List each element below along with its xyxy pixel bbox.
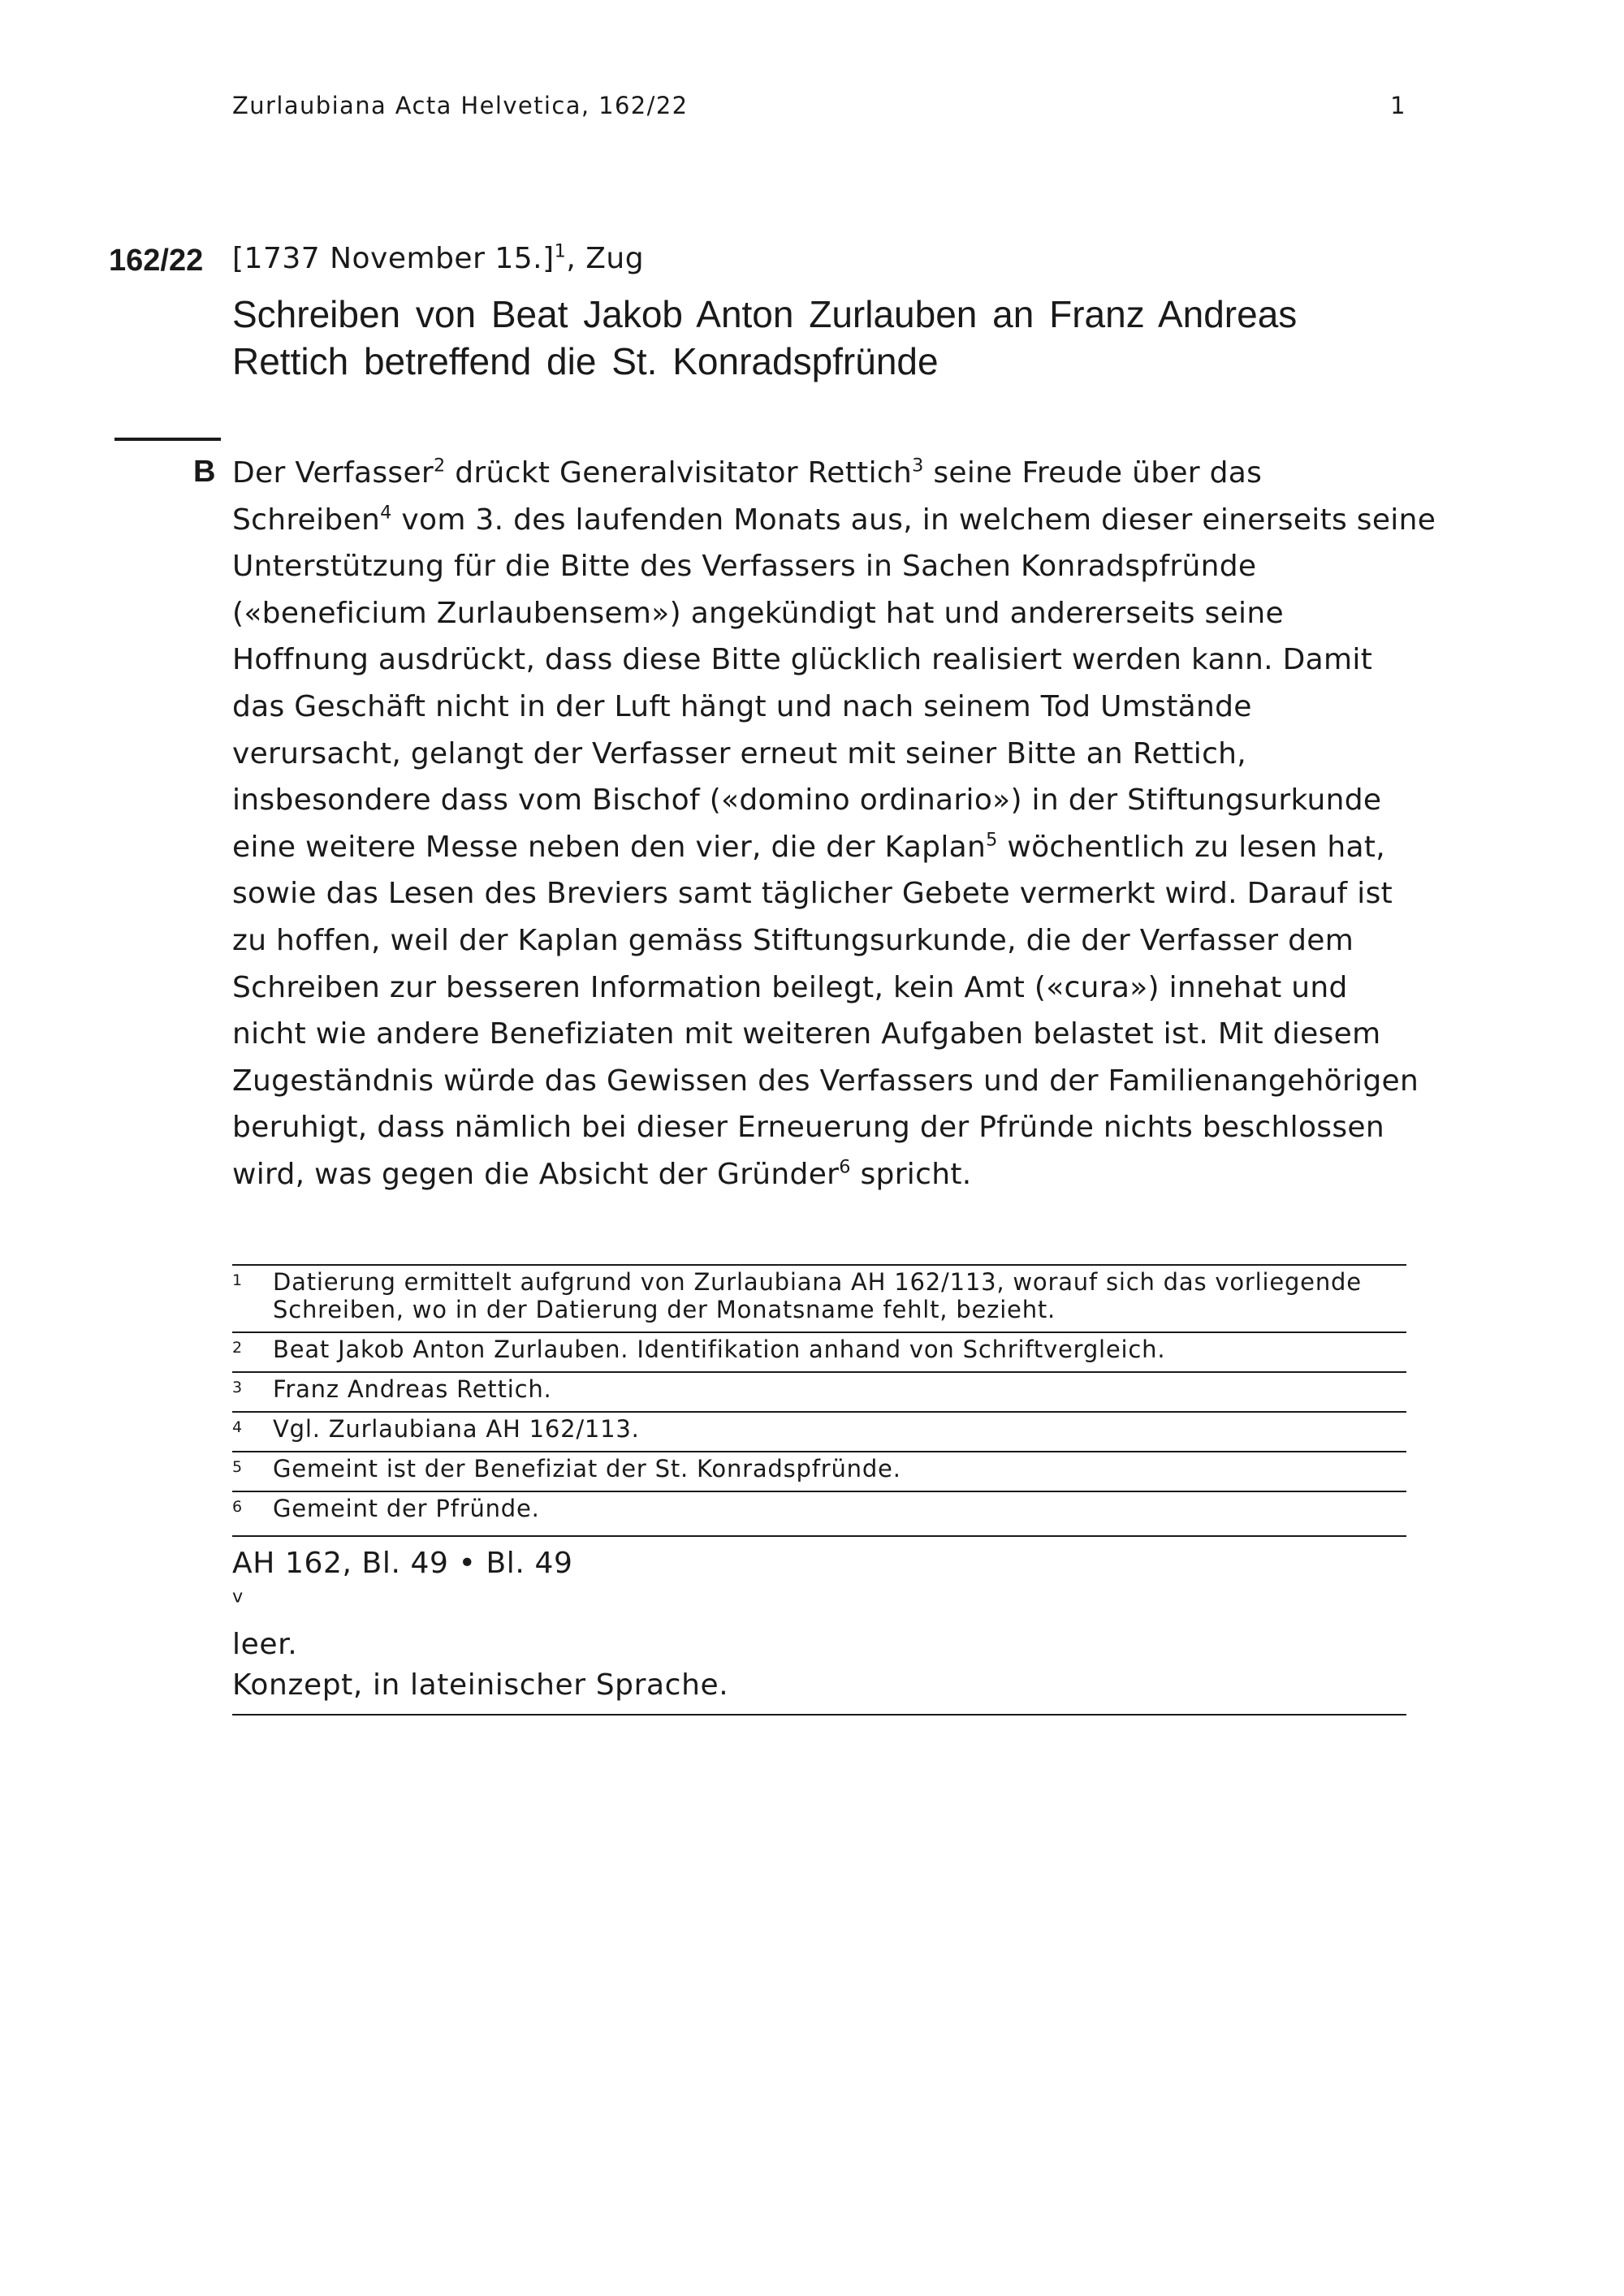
- text-segment: Der Verfasser: [232, 456, 434, 490]
- verso-mark: v: [232, 1586, 244, 1608]
- abstract-line: [232, 824, 1418, 871]
- footnote-ref[interactable]: 3: [912, 455, 924, 477]
- abstract-marker: B: [193, 455, 216, 489]
- footnote-text: Beat Jakob Anton Zurlauben. Identifikation anhand von Schriftvergleich.: [273, 1336, 1166, 1363]
- abstract-line: insbesondere dass vom Bischof («domino ordinario») in der Stiftungsurkunde: [232, 783, 1382, 818]
- source-text: AH 162, Bl. 49 • Bl. 49: [232, 1547, 573, 1580]
- document-title: Schreiben von Beat Jakob Anton Zurlauben an Franz Andreas Rettich betreffend die St. Konradspfründe: [232, 293, 1298, 382]
- footnote-ref[interactable]: 5: [986, 829, 998, 851]
- footnote-number: 2: [232, 1339, 243, 1357]
- text-segment: drückt Generalvisitator Rettich: [445, 456, 913, 490]
- document-place: , Zug: [566, 242, 645, 275]
- abstract-line: Schreiben zur besseren Information beilegt, kein Amt («cura») innehat und: [232, 970, 1348, 1004]
- text-segment: vom 3. des laufenden Monats aus, in welchem dieser einerseits seine: [391, 503, 1436, 537]
- source-line: [232, 1543, 1406, 1665]
- footnote-number: 4: [232, 1418, 243, 1436]
- abstract-line: Hoffnung ausdrückt, dass diese Bitte glücklich realisiert werden kann. Damit: [232, 643, 1373, 677]
- running-head-title: Zurlaubiana Acta Helvetica, 162/22: [232, 92, 689, 119]
- abstract-line: zu hoffen, weil der Kaplan gemäss Stiftungsurkunde, die der Verfasser dem: [232, 923, 1354, 957]
- footnote-ref[interactable]: 4: [380, 502, 392, 524]
- text-segment: wöchentlich zu lesen hat,: [997, 830, 1385, 864]
- footnote-text: Datierung ermittelt aufgrund von Zurlaubiana AH 162/113, worauf sich das vorliegende Schreiben, wo in der Datierung der Monatsname fehlt, bezieht.: [273, 1268, 1362, 1323]
- footnote-text: Gemeint der Pfründe.: [273, 1495, 540, 1522]
- footnote-ref[interactable]: 1: [554, 240, 567, 262]
- running-head: [232, 92, 1406, 132]
- abstract-line: beruhigt, dass nämlich bei dieser Erneuerung der Pfründe nichts beschlossen: [232, 1111, 1384, 1145]
- abstract-line: («beneficium Zurlaubensem») angekündigt hat und andererseits seine: [232, 596, 1284, 630]
- abstract-line: das Geschäft nicht in der Luft hängt und nach seinem Tod Umstände: [232, 689, 1252, 723]
- document-date: [1737 November 15.]: [232, 242, 555, 275]
- text-segment: wird, was gegen die Absicht der Gründer: [232, 1157, 840, 1191]
- footnote-ref[interactable]: 2: [434, 455, 446, 477]
- footnote-ref[interactable]: 6: [839, 1156, 851, 1178]
- footnote-number: 1: [232, 1271, 243, 1289]
- footnote: [232, 1371, 1406, 1411]
- footnote: [232, 1411, 1406, 1451]
- text-segment: spricht.: [850, 1157, 972, 1191]
- abstract-line: Unterstützung für die Bitte des Verfassers in Sachen Konradspfründe: [232, 550, 1257, 584]
- text-segment: Schreiben: [232, 503, 381, 537]
- abstract-line: [232, 450, 1418, 497]
- footnote-number: 3: [232, 1379, 243, 1396]
- source-text: leer.: [232, 1628, 298, 1661]
- section-divider: [114, 438, 221, 441]
- page-number: 1: [1390, 92, 1406, 119]
- footnote: [232, 1331, 1406, 1371]
- document-date-line: [232, 242, 644, 275]
- footnotes: [232, 1264, 1406, 1716]
- footnote-number: 5: [232, 1458, 243, 1476]
- abstract-line: sowie das Lesen des Breviers samt täglicher Gebete vermerkt wird. Darauf ist: [232, 877, 1393, 911]
- footnote-number: 6: [232, 1498, 243, 1516]
- footnote: [232, 1264, 1406, 1331]
- footnote-text: Gemeint ist der Benefiziat der St. Konradspfründe.: [273, 1455, 901, 1482]
- footnote-text: Franz Andreas Rettich.: [273, 1375, 552, 1403]
- footnote: [232, 1451, 1406, 1491]
- source-note: [232, 1535, 1406, 1716]
- abstract-text: [232, 450, 1436, 1198]
- abstract-line: [232, 1151, 1418, 1198]
- abstract-line: [232, 497, 1436, 544]
- footnote-text: Vgl. Zurlaubiana AH 162/113.: [273, 1415, 640, 1443]
- text-segment: seine Freude über das: [923, 456, 1263, 490]
- document-number: 162/22: [109, 244, 204, 278]
- source-line: Konzept, in lateinischer Sprache.: [232, 1668, 729, 1702]
- text-segment: eine weitere Messe neben den vier, die der Kaplan: [232, 830, 987, 864]
- footnote: [232, 1491, 1406, 1530]
- abstract-line: Zugeständnis würde das Gewissen des Verfassers und der Familienangehörigen: [232, 1064, 1419, 1098]
- abstract-line: verursacht, gelangt der Verfasser erneut mit seiner Bitte an Rettich,: [232, 736, 1247, 770]
- abstract-line: nicht wie andere Benefiziaten mit weiteren Aufgaben belastet ist. Mit diesem: [232, 1017, 1381, 1051]
